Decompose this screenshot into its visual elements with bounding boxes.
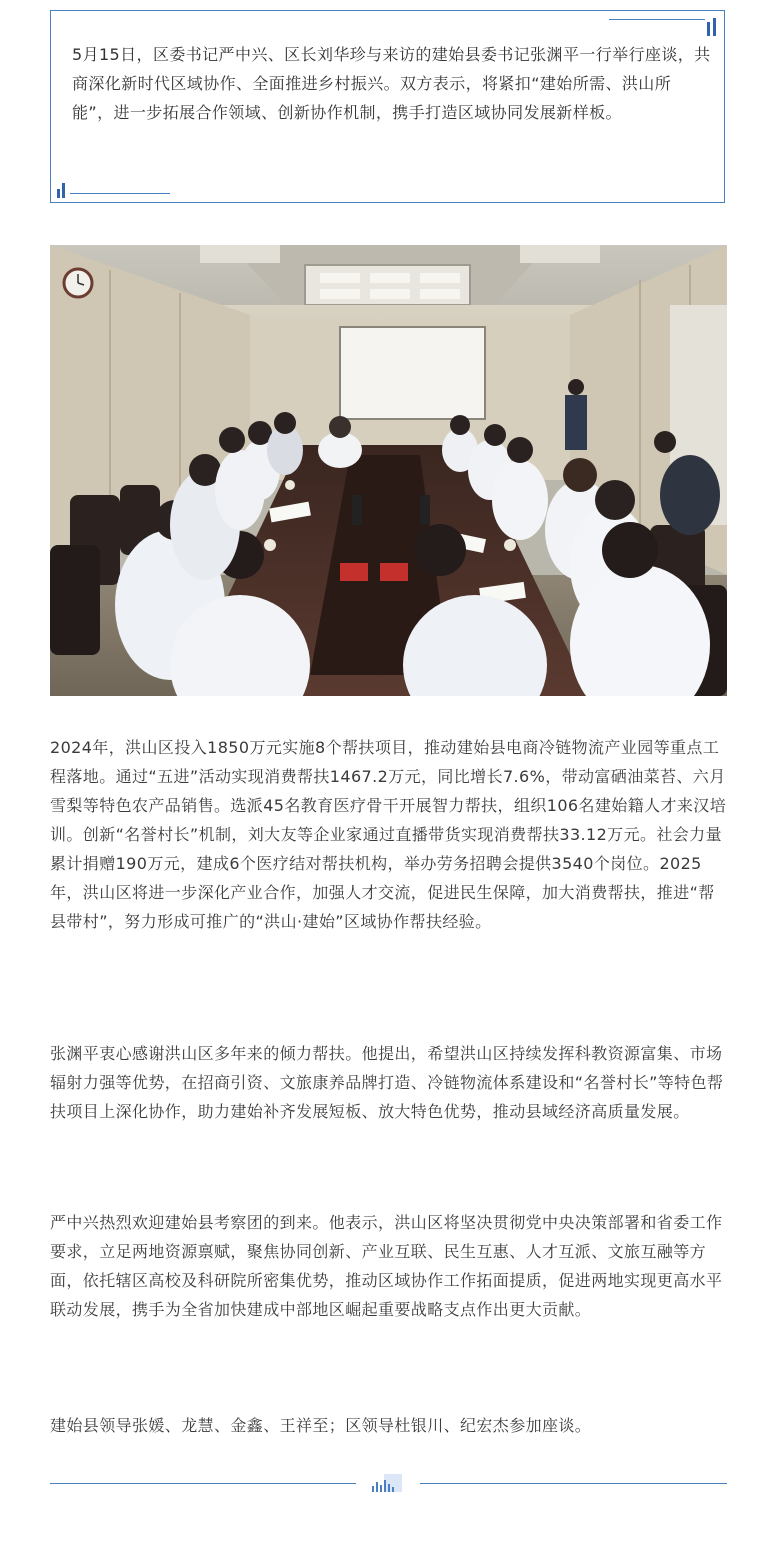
- paragraph-4: 建始县领导张媛、龙慧、金鑫、王祥至；区领导杜银川、纪宏杰参加座谈。: [50, 1416, 592, 1435]
- paragraph-2: 张渊平衷心感谢洪山区多年来的倾力帮扶。他提出，希望洪山区持续发挥科教资源富集、市场辐射力强等优势，在招商引资、文旅康养品牌打造、冷链物流体系建设和“名誉村长”等特色帮扶项目上深化协作，助力建始补齐发展短板、放大特色优势，推动县域经济高质量发展。: [50, 1044, 724, 1121]
- paragraph-1: 2024年，洪山区投入1850万元实施8个帮扶项目，推动建始县电商冷链物流产业园等重点工程落地。通过“五进”活动实现消费帮扶1467.2万元，同比增长7.6%，带动富硒油菜苔、六月雪梨等特色农产品销售。选派45名教育医疗骨干开展智力帮扶，组织106名建始籍人才来汉培训。创新“名誉村长”机制，刘大友等企业家通过直播带货实现消费帮扶33.12万元。社会力量累计捐赠190万元，建成6个医疗结对帮扶机构，举办劳务招聘会提供3540个岗位。2025年，洪山区将进一步深化产业合作，加强人才交流，促进民生保障，加大消费帮扶，推进“帮县带村”，努力形成可推广的“洪山·建始”区域协作帮扶经验。: [50, 738, 727, 931]
- footer-divider-right: [420, 1483, 727, 1484]
- intro-box: [50, 10, 725, 203]
- footer-divider-left: [50, 1483, 356, 1484]
- meeting-photo: [50, 245, 727, 696]
- paragraph-3: 严中兴热烈欢迎建始县考察团的到来。他表示，洪山区将坚决贯彻党中央决策部署和省委工作要求，立足两地资源禀赋，聚焦协同创新、产业互联、民生互惠、人才互派、文旅互融等方面，依托辖区高校及科研院所密集优势，推动区域协作工作拓面提质，促进两地实现更高水平联动发展，携手为全省加快建成中部地区崛起重要战略支点作出更大贡献。: [50, 1213, 723, 1319]
- bar-chart-icon-bottom: [57, 180, 69, 198]
- bar-chart-icon-footer: [370, 1472, 406, 1496]
- intro-text: 5月15日，区委书记严中兴、区长刘华珍与来访的建始县委书记张渊平一行举行座谈，共商深化新时代区域协作、全面推进乡村振兴。双方表示，将紧扣“建始所需、洪山所能”，进一步拓展合作领域、创新协作机制，携手打造区域协同发展新样板。: [72, 45, 711, 122]
- corner-line-top-right: [609, 19, 705, 20]
- corner-line-bottom-left: [70, 193, 170, 194]
- bar-chart-icon-top: [707, 18, 719, 36]
